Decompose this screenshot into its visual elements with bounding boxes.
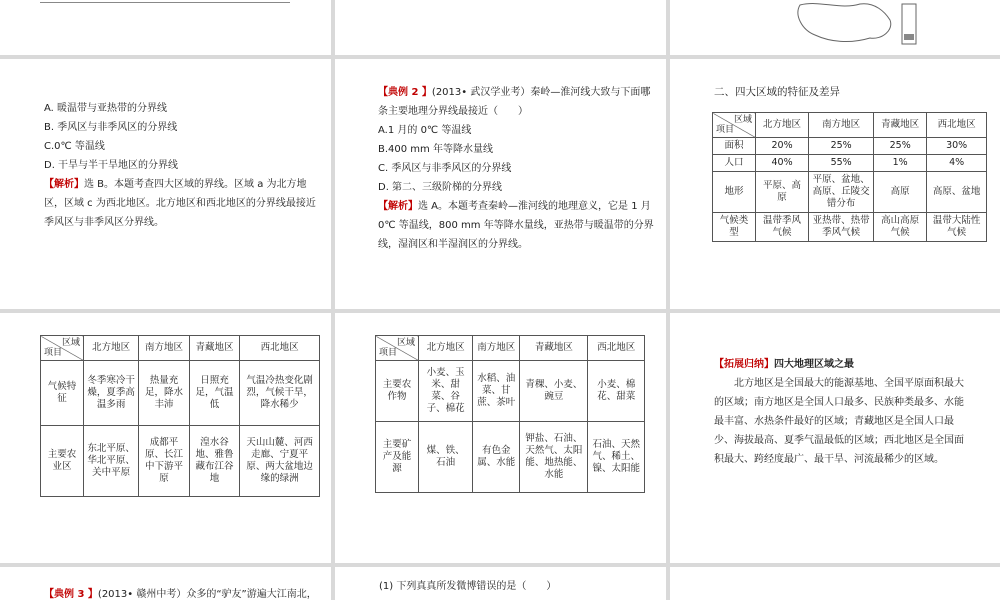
column-header: 青藏地区: [520, 336, 588, 361]
table-header-row: [713, 113, 987, 138]
column-header: 北方地区: [756, 113, 809, 138]
slide-region-table-1[interactable]: [670, 59, 1000, 309]
table-row: [376, 361, 645, 422]
column-header: 南方地区: [809, 113, 874, 138]
divider-line: [40, 2, 290, 3]
slide-question-options[interactable]: [0, 59, 331, 309]
column-header: 南方地区: [139, 336, 189, 361]
table-row: [376, 422, 645, 493]
column-header: 青藏地区: [874, 113, 927, 138]
table-row: [713, 155, 987, 172]
row-label: 主要矿产及能源: [376, 422, 419, 493]
table-cell: 40%: [756, 155, 809, 172]
table-cell: 青稞、小麦、豌豆: [520, 361, 588, 422]
region-table: [375, 335, 645, 493]
region-table: [40, 335, 320, 497]
table-cell: 55%: [809, 155, 874, 172]
header-item: 项目: [44, 348, 63, 358]
table-cell: 冬季寒冷干燥，夏季高温多雨: [84, 361, 139, 426]
option-b: B.400 mm 年等降水量线: [378, 144, 493, 155]
header-item: 项目: [716, 125, 735, 135]
analysis-text: 选 A。本题考查秦岭—淮河线的地理意义，它是 1 月 0℃ 等温线，800 mm 年等降水量线，亚热带与暖温带的分界线，湿润区和半湿润区的分界线。: [378, 201, 654, 250]
slide-example-2[interactable]: [335, 59, 666, 309]
table-cell: 30%: [927, 138, 987, 155]
table-header-row: [41, 336, 320, 361]
table-cell: 天山山麓、河西走廊、宁夏平原、两大盆地边缘的绿洲: [240, 426, 320, 497]
table-cell: 平原、高原: [756, 172, 809, 213]
table-cell: 小麦、棉花、甜菜: [588, 361, 645, 422]
table-cell: 温带季风气候: [756, 213, 809, 242]
table-cell: 高原、盆地: [927, 172, 987, 213]
table-cell: 湟水谷地、雅鲁藏布江谷地: [189, 426, 239, 497]
table-cell: 高原: [874, 172, 927, 213]
summary-tag: 【拓展归纳】: [714, 359, 774, 370]
row-label: 主要农作物: [376, 361, 419, 422]
table-row: [713, 138, 987, 155]
analysis-text: 选 B。本题考查四大区域的界线。区域 a 为北方地区，区域 c 为西北地区。北方地区和西北地区的分界线最接近季风区与非季风区分界线。: [44, 179, 316, 228]
header-region: 区域: [61, 338, 80, 348]
example-2-content: [378, 83, 658, 254]
table-cell: 成都平原、长江中下游平原: [139, 426, 189, 497]
row-label: 主要农业区: [41, 426, 84, 497]
table-cell: 煤、铁、石油: [419, 422, 473, 493]
option-b: B. 季风区与非季风区的分界线: [44, 122, 178, 133]
slide-question-1[interactable]: [335, 567, 666, 600]
table-cell: 钾盐、石油、天然气、太阳能、地热能、水能: [520, 422, 588, 493]
table-cell: 高山高原气候: [874, 213, 927, 242]
table-row: [41, 361, 320, 426]
analysis-tag: 【解析】: [44, 179, 84, 190]
table-cell: 25%: [809, 138, 874, 155]
table-corner-cell: [41, 336, 84, 361]
table-cell: 20%: [756, 138, 809, 155]
table-cell: 25%: [874, 138, 927, 155]
summary-title: 四大地理区域之最: [774, 359, 854, 370]
row-label: 面积: [713, 138, 756, 155]
example-tag: 【典例 3 】: [44, 589, 98, 600]
row-label: 地形: [713, 172, 756, 213]
slide-top-middle[interactable]: [335, 0, 666, 55]
header-region: 区域: [396, 338, 415, 348]
column-header: 西北地区: [588, 336, 645, 361]
example-tag: 【典例 2 】: [378, 87, 432, 98]
table-cell: 亚热带、热带季风气候: [809, 213, 874, 242]
example-3-line: [44, 585, 331, 600]
table-cell: 平原、盆地、高原、丘陵交错分布: [809, 172, 874, 213]
table-cell: 石油、天然气、稀土、镍、太阳能: [588, 422, 645, 493]
slide-extension-summary[interactable]: [670, 313, 1000, 563]
row-label: 气候特征: [41, 361, 84, 426]
option-a: A.1 月的 0℃ 等温线: [378, 125, 472, 136]
row-label: 气候类型: [713, 213, 756, 242]
option-d: D. 第二、三级阶梯的分界线: [378, 182, 503, 193]
table-cell: 小麦、玉米、甜菜、谷子、棉花: [419, 361, 473, 422]
table-cell: 日照充足，气温低: [189, 361, 239, 426]
table-cell: 东北平原、华北平原、关中平原: [84, 426, 139, 497]
china-map-image: [790, 0, 920, 48]
table-cell: 气温冷热变化剧烈，气候干旱，降水稀少: [240, 361, 320, 426]
option-d: D. 干旱与半干旱地区的分界线: [44, 160, 179, 171]
column-header: 北方地区: [419, 336, 473, 361]
example-2-question: [378, 83, 658, 121]
section-heading: 二、四大区域的特征及差异: [714, 86, 840, 98]
row-label: 人口: [713, 155, 756, 172]
column-header: 西北地区: [927, 113, 987, 138]
table-cell: 热量充足，降水丰沛: [139, 361, 189, 426]
question-text: (2013• 武汉学业考）秦岭—淮河线大致与下面哪条主要地理分界线最接近（ ）: [378, 87, 651, 117]
column-header: 南方地区: [473, 336, 520, 361]
option-list: [44, 99, 324, 232]
table-header-row: [376, 336, 645, 361]
table-row: [41, 426, 320, 497]
slide-blank[interactable]: [670, 567, 1000, 600]
region-table: [712, 112, 987, 242]
table-cell: 温带大陆性气候: [927, 213, 987, 242]
summary-heading: [714, 355, 964, 374]
column-header: 青藏地区: [189, 336, 239, 361]
table-cell: 1%: [874, 155, 927, 172]
summary-text: 北方地区是全国最大的能源基地、全国平原面积最大的区域；南方地区是全国人口最多、民族种类最多、水能最丰富、水热条件最好的区域；青藏地区是全国人口最少、海拔最高、夏季气温最低的区域；西北地区是全国面积最大、跨经度最广、最干旱、河流最稀少的区域。: [714, 378, 964, 465]
table-corner-cell: [713, 113, 756, 138]
analysis-paragraph: [378, 197, 658, 254]
option-a: A. 暖温带与亚热带的分界线: [44, 103, 168, 114]
table-cell: 4%: [927, 155, 987, 172]
slide-region-table-3[interactable]: [335, 313, 666, 563]
table-row: [713, 172, 987, 213]
slide-top-left[interactable]: [0, 0, 331, 55]
slide-top-right[interactable]: [670, 0, 1000, 55]
table-cell: 有色金属、水能: [473, 422, 520, 493]
option-c: C.0℃ 等温线: [44, 141, 105, 152]
table-cell: 水稻、油菜、甘蔗、茶叶: [473, 361, 520, 422]
option-c: C. 季风区与非季风区的分界线: [378, 163, 512, 174]
analysis-tag: 【解析】: [378, 201, 418, 212]
example-3-text: (2013• 赣州中考）众多的“驴友”游遍大江南北，: [97, 589, 317, 600]
summary-block: [714, 355, 964, 469]
question-1-text: (1) 下列真真所发微博错误的是（ ）: [379, 581, 557, 592]
column-header: 西北地区: [240, 336, 320, 361]
table-row: [713, 213, 987, 242]
header-region: 区域: [733, 115, 752, 125]
slide-example-3[interactable]: [0, 567, 331, 600]
table-corner-cell: [376, 336, 419, 361]
column-header: 北方地区: [84, 336, 139, 361]
slide-region-table-2[interactable]: [0, 313, 331, 563]
header-item: 项目: [379, 348, 398, 358]
analysis-paragraph: [44, 175, 324, 232]
